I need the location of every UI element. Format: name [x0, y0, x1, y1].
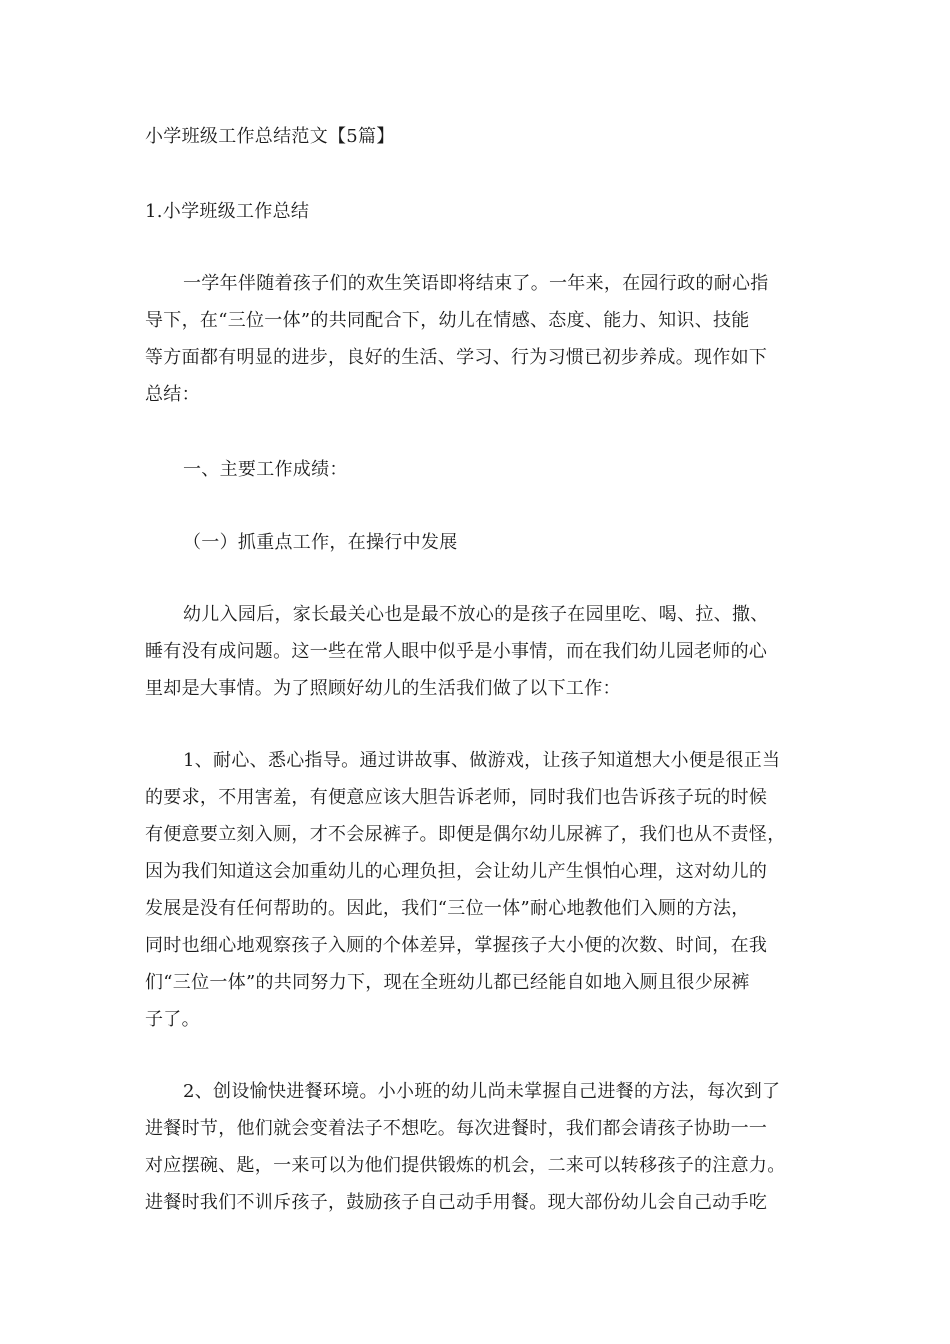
intro-line: 导下，在“三位一体”的共同配合下，幼儿在情感、态度、能力、知识、技能 [145, 310, 750, 331]
paragraph-line: 子了。 [145, 1009, 200, 1030]
intro-line: 一学年伴随着孩子们的欢生笑语即将结束了。一年来，在园行政的耐心指 [183, 273, 769, 294]
paragraph-line: 进餐时我们不训斥孩子，鼓励孩子自己动手用餐。现大部份幼儿会自己动手吃 [145, 1192, 768, 1213]
paragraph-line: 对应摆碗、匙，一来可以为他们提供锻炼的机会，二来可以转移孩子的注意力。 [145, 1155, 786, 1176]
paragraph-line: 发展是没有任何帮助的。因此，我们“三位一体”耐心地教他们入厕的方法， [145, 898, 750, 919]
paragraph-line: 的要求，不用害羞，有便意应该大胆告诉老师，同时我们也告诉孩子玩的时候 [145, 787, 768, 808]
paragraph-line: 们“三位一体”的共同努力下，现在全班幼儿都已经能自如地入厕且很少尿裤 [145, 972, 750, 993]
intro-line: 总结： [145, 384, 200, 405]
paragraph-line: 因为我们知道这会加重幼儿的心理负担，会让幼儿产生惧怕心理，这对幼儿的 [145, 861, 768, 882]
paragraph-line: 同时也细心地观察孩子入厕的个体差异，掌握孩子大小便的次数、时间，在我 [145, 935, 768, 956]
paragraph-line: 睡有没有成问题。这一些在常人眼中似乎是小事情，而在我们幼儿园老师的心 [145, 641, 768, 662]
paragraph-line: 幼儿入园后，家长最关心也是最不放心的是孩子在园里吃、喝、拉、撒、 [183, 604, 769, 625]
heading-main-achievements: 一、主要工作成绩： [183, 459, 348, 480]
subheading-key-work: （一）抓重点工作，在操行中发展 [183, 532, 458, 553]
intro-line: 等方面都有明显的进步，良好的生活、学习、行为习惯已初步养成。现作如下 [145, 347, 768, 368]
paragraph-line: 1、耐心、悉心指导。通过讲故事、做游戏，让孩子知道想大小便是很正当 [183, 750, 781, 771]
paragraph-line: 进餐时节，他们就会变着法子不想吃。每次进餐时，我们都会请孩子协助一一 [145, 1118, 768, 1139]
paragraph-line: 有便意要立刻入厕，才不会尿裤子。即便是偶尔幼儿尿裤了，我们也从不责怪， [145, 824, 786, 845]
section-heading: 1.小学班级工作总结 [145, 201, 310, 222]
paragraph-line: 2、创设愉快进餐环境。小小班的幼儿尚未掌握自己进餐的方法，每次到了 [183, 1081, 781, 1102]
document-title: 小学班级工作总结范文【5篇】 [145, 126, 395, 147]
paragraph-line: 里却是大事情。为了照顾好幼儿的生活我们做了以下工作： [145, 678, 621, 699]
